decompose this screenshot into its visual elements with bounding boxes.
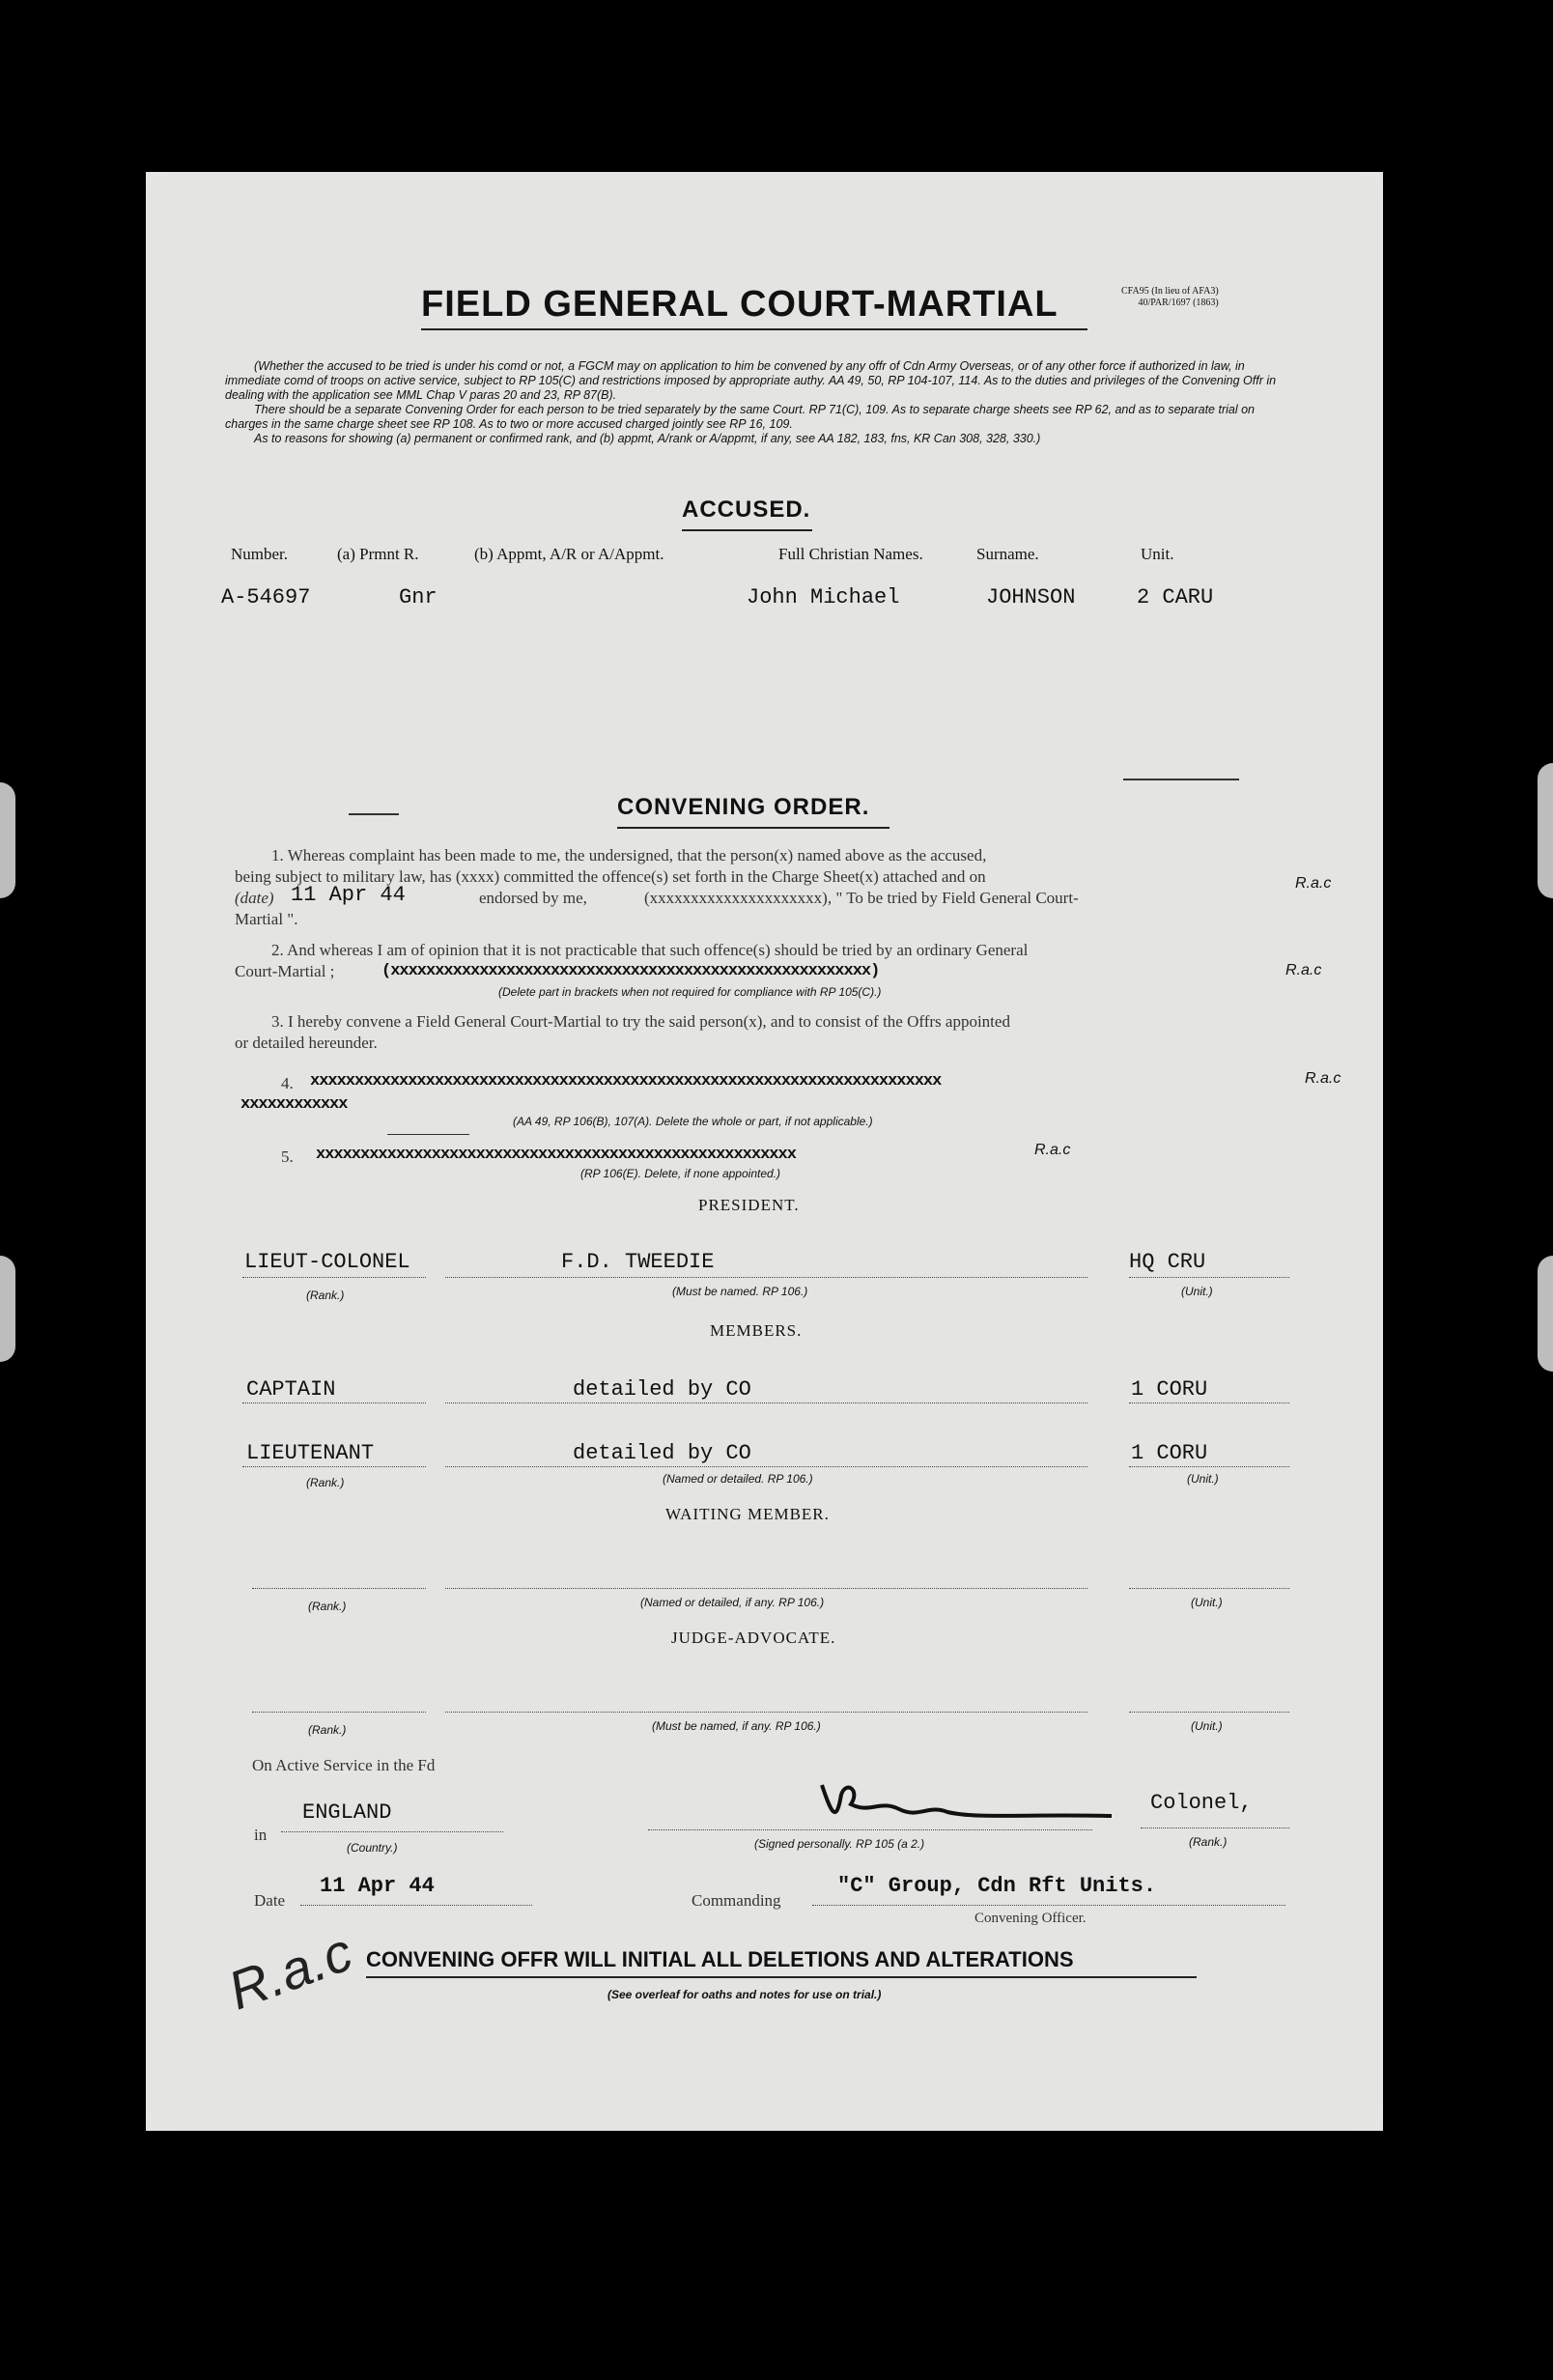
in-label: in [254,1826,268,1844]
form-title: FIELD GENERAL COURT-MARTIAL [421,284,1059,325]
footer-underline [366,1976,1197,1978]
president-unit: HQ CRU [1129,1250,1206,1274]
accused-heading: ACCUSED. [682,496,811,523]
accused-rank: Gnr [399,585,438,609]
para-4-dash [387,1134,469,1135]
signature-line [648,1829,1092,1830]
scan-edge-right-1 [1538,763,1553,898]
intro-paragraph-1: (Whether the accused to be tried is under his comd or not, a FGCM may on application to him be convened by any offr of Cdn Army Overseas, or of any other force if authorized in law, in immediate comd of troops on active service, subject to RP 105(C) and restrictions imposed by appropriate authy. AA 49, 50, RP 104-107, 114. As to the duties and privileges of the Convening Offr in dealing with the application see MML Chap V paras 20 and 23, RP 87(B). [225,359,1277,402]
para-1-date: 11 Apr 44 [291,883,406,907]
judge-rank-line [252,1712,426,1713]
para-1-line-3: (xxxxxxxxxxxxxxxxxxxxx), " To be tried by Field General Court- [644,889,1079,907]
para-2-redacted: (xxxxxxxxxxxxxxxxxxxxxxxxxxxxxxxxxxxxxxxxxxxxxxxxxxxxxx) [381,962,880,980]
divider-left [349,813,399,815]
para-3-line-2: or detailed hereunder. [235,1034,378,1052]
president-name-line [445,1277,1087,1278]
signer-rank: Colonel, [1150,1791,1253,1815]
form-code-line2: 40/PAR/1697 (1863) [1138,298,1219,308]
member-2-rank-line [242,1466,426,1467]
president-cap-rank: (Rank.) [306,1289,345,1302]
intro-text [225,359,1278,446]
member-2-rank: LIEUTENANT [246,1441,375,1465]
member-2-unit: 1 CORU [1131,1441,1208,1465]
judge-unit-line [1129,1712,1289,1713]
accused-number: A-54697 [221,585,311,609]
convening-heading: CONVENING ORDER. [617,794,870,820]
para-1-line-4: Martial ". [235,910,298,928]
convening-underline [617,827,889,829]
signed-caption: (Signed personally. RP 105 (a 2.) [754,1837,925,1851]
intro-paragraph-3: As to reasons for showing (a) permanent or confirmed rank, and (b) appmt, A/rank or A/appmt, if any, see AA 182, 183, fns, KR Can 308, 328, 330.) [254,432,1041,445]
see-overleaf: (See overleaf for oaths and notes for use on trial.) [607,1988,882,2001]
signature-date: 11 Apr 44 [320,1874,435,1898]
president-rank-line [242,1277,426,1278]
member-2-unit-line [1129,1466,1289,1467]
waiting-unit-line [1129,1588,1289,1589]
para-4-number: 4. [281,1074,294,1092]
para-4-note: (AA 49, RP 106(B), 107(A). Delete the whole or part, if not applicable.) [513,1115,873,1128]
para-1-endorsed: endorsed by me, [479,889,587,907]
signature-image [812,1775,1121,1833]
president-heading: PRESIDENT. [698,1196,800,1214]
date-label: Date [254,1891,286,1910]
member-1-unit-line [1129,1402,1289,1403]
member-1-name-line [445,1402,1087,1403]
initials-1: R.a.c [1295,875,1332,892]
col-surname: Surname. [976,545,1039,563]
members-cap-rank: (Rank.) [306,1476,345,1489]
members-cap-name: (Named or detailed. RP 106.) [663,1472,813,1486]
para-5-redacted: xxxxxxxxxxxxxxxxxxxxxxxxxxxxxxxxxxxxxxxxxxxxxxxxxxxxxx [316,1146,796,1164]
member-2-name-line [445,1466,1087,1467]
waiting-cap-rank: (Rank.) [308,1600,347,1613]
para-5-note: (RP 106(E). Delete, if none appointed.) [580,1167,781,1180]
member-1-rank: CAPTAIN [246,1377,336,1402]
para-5-number: 5. [281,1148,294,1166]
waiting-name-line [445,1588,1087,1589]
president-name: F.D. TWEEDIE [561,1250,715,1274]
para-1-date-label: (date) [235,889,274,907]
para-1-line-1: 1. Whereas complaint has been made to me, the undersigned, that the person(x) named above as the accused, [271,846,987,864]
form-code-line1: CFA95 (In lieu of AFA3) [1121,286,1219,297]
scan-edge-right-2 [1538,1256,1553,1372]
waiting-rank-line [252,1588,426,1589]
convening-officer-label: Convening Officer. [974,1911,1087,1926]
president-cap-unit: (Unit.) [1181,1285,1213,1298]
president-rank: LIEUT-COLONEL [244,1250,410,1274]
members-heading: MEMBERS. [710,1321,803,1340]
footer-notice: CONVENING OFFR WILL INITIAL ALL DELETIONS AND ALTERATIONS [366,1947,1074,1971]
country-caption: (Country.) [347,1841,398,1855]
col-number: Number. [231,545,289,563]
command-line [812,1905,1285,1906]
member-1-name: detailed by CO [573,1377,751,1402]
judge-cap-name: (Must be named, if any. RP 106.) [652,1719,821,1733]
commanding-label: Commanding [692,1891,781,1910]
judge-cap-rank: (Rank.) [308,1723,347,1737]
para-3-line-1: 3. I hereby convene a Field General Court-Martial to try the said person(x), and to consist of the Offrs appointed [271,1012,1010,1031]
waiting-cap-name: (Named or detailed, if any. RP 106.) [640,1596,825,1609]
country-value: ENGLAND [302,1800,392,1825]
signature-date-line [300,1905,532,1906]
para-2-note: (Delete part in brackets when not required for compliance with RP 105(C).) [498,985,882,999]
divider-right [1123,779,1239,780]
scan-edge-left-2 [0,1256,15,1362]
accused-unit: 2 CARU [1137,585,1214,609]
member-2-name: detailed by CO [573,1441,751,1465]
title-underline [421,328,1087,330]
accused-surname: JOHNSON [986,585,1076,609]
judge-cap-unit: (Unit.) [1191,1719,1223,1733]
accused-names: John Michael [747,585,900,609]
para-4-redacted: xxxxxxxxxxxxxxxxxxxxxxxxxxxxxxxxxxxxxxxxxxxxxxxxxxxxxxxxxxxxxxxxxxxxxxx [310,1072,942,1091]
form-code [1121,286,1219,309]
para-1-line-2: being subject to military law, has (xxxx) committed the offence(s) set forth in the Charge Sheet(x) attached and on [235,867,986,886]
para-2-line-1: 2. And whereas I am of opinion that it is not practicable that such offence(s) should be tried by an ordinary General [271,941,1029,959]
member-1-rank-line [242,1402,426,1403]
president-cap-name: (Must be named. RP 106.) [672,1285,808,1298]
waiting-cap-unit: (Unit.) [1191,1596,1223,1609]
judge-name-line [445,1712,1087,1713]
active-service-label: On Active Service in the Fd [252,1756,436,1774]
member-1-unit: 1 CORU [1131,1377,1208,1402]
handwritten-initials: R.a.c [220,1920,360,2022]
intro-paragraph-2: There should be a separate Convening Order for each person to be tried separately by the same Court. RP 71(C), 109. As to separate charge sheets see RP 62, and as to separate trial on charges in the same charge sheet see RP 108. As to two or more accused charged jointly see RP 16, 109. [225,403,1256,431]
col-appointment: (b) Appmt, A/R or A/Appmt. [474,545,664,563]
judge-heading: JUDGE-ADVOCATE. [671,1629,836,1647]
col-unit: Unit. [1141,545,1174,563]
document-page [146,172,1383,2131]
members-cap-unit: (Unit.) [1187,1472,1219,1486]
col-christian-names: Full Christian Names. [778,545,923,563]
waiting-heading: WAITING MEMBER. [665,1505,830,1523]
para-2-line-2: Court-Martial ; [235,962,335,980]
initials-2: R.a.c [1285,962,1322,978]
scan-edge-left-1 [0,782,15,898]
president-unit-line [1129,1277,1289,1278]
signer-rank-caption: (Rank.) [1189,1835,1228,1849]
accused-underline [682,529,812,531]
para-4-redacted-2: xxxxxxxxxxxx [240,1095,348,1114]
col-permanent-rank: (a) Prmnt R. [337,545,419,563]
command-value: "C" Group, Cdn Rft Units. [837,1874,1157,1898]
country-line [281,1831,503,1832]
initials-5: R.a.c [1034,1142,1071,1158]
initials-4: R.a.c [1305,1070,1341,1087]
